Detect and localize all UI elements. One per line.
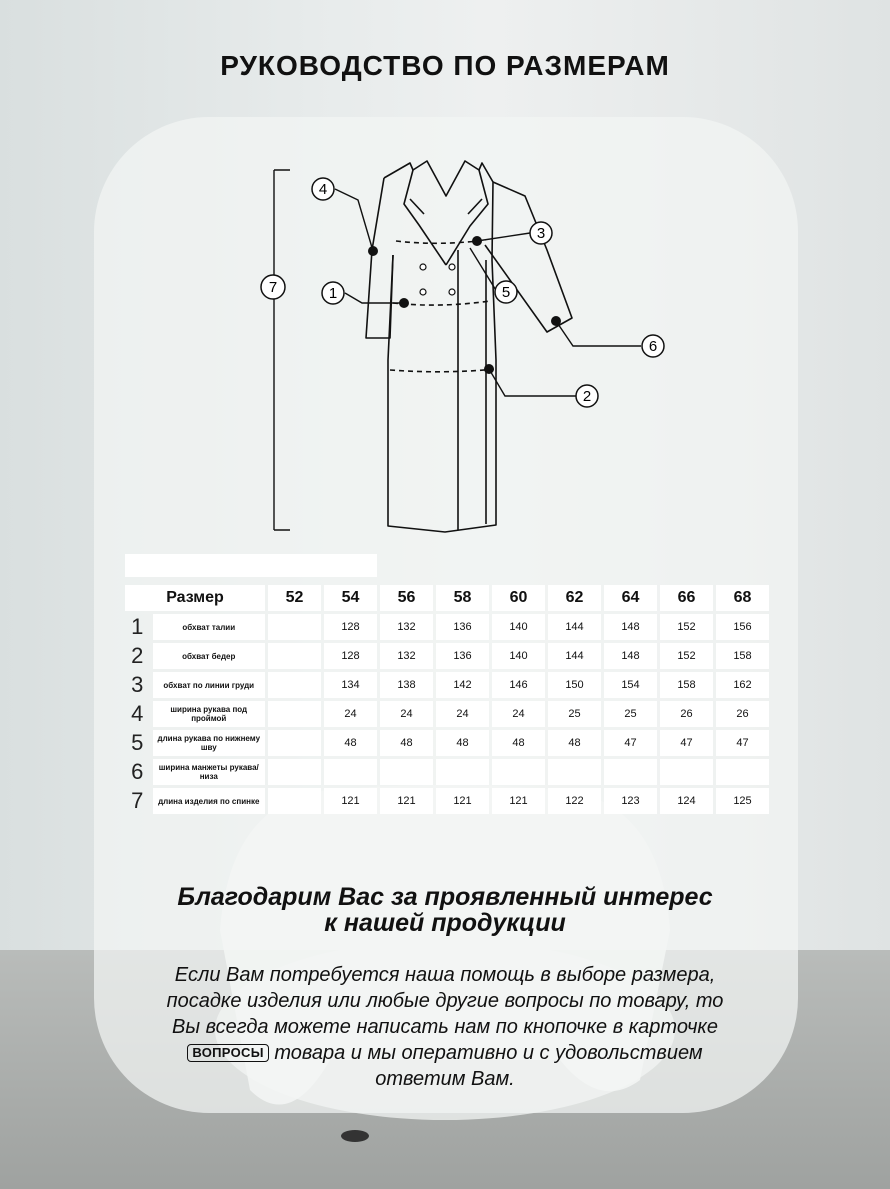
table-row (125, 759, 769, 785)
cell: 48 (436, 730, 489, 756)
cell: 136 (436, 643, 489, 669)
marker-labels (261, 178, 664, 407)
thank-you-line-1: Благодарим Вас за проявленный интерес (177, 883, 713, 911)
table-row (125, 788, 769, 814)
cell: 123 (604, 788, 657, 814)
table-row (125, 643, 769, 669)
measurement-dots (368, 236, 561, 374)
coat-measurement-diagram (0, 0, 890, 560)
cell: 24 (436, 701, 489, 727)
cell: 132 (380, 614, 433, 640)
marker-7 (261, 275, 285, 299)
blank-header-box (125, 554, 377, 577)
cell: 128 (324, 643, 377, 669)
cell (268, 643, 321, 669)
size-col-60: 60 (492, 585, 545, 611)
size-col-66: 66 (660, 585, 713, 611)
svg-text:7: 7 (268, 279, 278, 296)
size-header-label: Размер (125, 585, 265, 611)
cell: 48 (324, 730, 377, 756)
cell: 132 (380, 643, 433, 669)
cell: 144 (548, 614, 601, 640)
cell: 47 (660, 730, 713, 756)
svg-text:3: 3 (536, 225, 546, 242)
table-row (125, 614, 769, 640)
cell (268, 788, 321, 814)
cell (268, 701, 321, 727)
cell: 158 (660, 672, 713, 698)
cell (436, 759, 489, 785)
row-label: обхват талии (153, 614, 265, 640)
cell (492, 759, 545, 785)
cell: 140 (492, 643, 545, 669)
thank-you-line-2: к нашей продукции (324, 909, 566, 937)
cell: 152 (660, 643, 713, 669)
marker-4 (312, 178, 334, 200)
cell (548, 759, 601, 785)
cell: 121 (492, 788, 545, 814)
page-title: РУКОВОДСТВО ПО РАЗМЕРАМ (220, 50, 670, 81)
cell: 142 (436, 672, 489, 698)
cell: 134 (324, 672, 377, 698)
cell: 25 (548, 701, 601, 727)
size-col-68: 68 (716, 585, 769, 611)
cell: 47 (716, 730, 769, 756)
svg-text:6: 6 (648, 338, 658, 355)
cell: 140 (492, 614, 545, 640)
cell (660, 759, 713, 785)
cell: 136 (436, 614, 489, 640)
cell: 125 (716, 788, 769, 814)
table-row (125, 701, 769, 727)
row-number: 2 (131, 643, 144, 668)
row-label: обхват бедер (153, 643, 265, 669)
cell: 124 (660, 788, 713, 814)
row-label: ширина рукава под проймой (153, 701, 265, 727)
cell (268, 614, 321, 640)
cell (604, 759, 657, 785)
svg-text:4: 4 (318, 181, 328, 198)
cell: 25 (604, 701, 657, 727)
marker-1 (322, 282, 344, 304)
size-table (122, 582, 772, 817)
cell: 148 (604, 614, 657, 640)
cell: 24 (324, 701, 377, 727)
cell: 48 (380, 730, 433, 756)
row-label: обхват по линии груди (153, 672, 265, 698)
cell (380, 759, 433, 785)
cell: 158 (716, 643, 769, 669)
table-row (125, 672, 769, 698)
thank-you-heading (0, 884, 890, 936)
cell: 26 (660, 701, 713, 727)
help-text-part-2: товара и мы оперативно и с удовольствием ответим Вам. (274, 1042, 703, 1090)
coat-outline (366, 161, 572, 532)
size-col-52: 52 (268, 585, 321, 611)
svg-text:1: 1 (328, 285, 338, 302)
cell: 122 (548, 788, 601, 814)
size-col-64: 64 (604, 585, 657, 611)
cell: 154 (604, 672, 657, 698)
help-paragraph (150, 962, 740, 1092)
size-col-62: 62 (548, 585, 601, 611)
cell (324, 759, 377, 785)
row-number: 6 (131, 759, 144, 784)
cell: 146 (492, 672, 545, 698)
svg-text:2: 2 (582, 388, 592, 405)
row-label: длина изделия по спинке (153, 788, 265, 814)
cell: 48 (492, 730, 545, 756)
size-col-58: 58 (436, 585, 489, 611)
questions-button-graphic: ВОПРОСЫ (187, 1044, 268, 1062)
marker-6 (642, 335, 664, 357)
row-number: 3 (131, 672, 144, 697)
cell: 121 (380, 788, 433, 814)
row-label: длина рукава по нижнему шву (153, 730, 265, 756)
row-label: ширина манжеты рукава/низа (153, 759, 265, 785)
size-col-54: 54 (324, 585, 377, 611)
cell: 138 (380, 672, 433, 698)
cell: 128 (324, 614, 377, 640)
cell: 156 (716, 614, 769, 640)
cell: 152 (660, 614, 713, 640)
cell: 24 (380, 701, 433, 727)
cell: 148 (604, 643, 657, 669)
help-text-part-1: Если Вам потребуется наша помощь в выборе размера, посадке изделия или любые другие вопросы по товару, то Вы всегда можете написать нам по кнопочке в карточке (166, 964, 724, 1038)
row-number: 7 (131, 788, 144, 813)
cell (268, 672, 321, 698)
size-header-row (125, 585, 769, 611)
cell: 121 (436, 788, 489, 814)
cell: 121 (324, 788, 377, 814)
cell: 26 (716, 701, 769, 727)
svg-text:5: 5 (501, 284, 511, 301)
row-number: 1 (131, 614, 144, 639)
coat-buttons (420, 264, 455, 295)
row-number: 5 (131, 730, 144, 755)
cell (716, 759, 769, 785)
size-col-56: 56 (380, 585, 433, 611)
table-row (125, 730, 769, 756)
cell: 144 (548, 643, 601, 669)
cell: 162 (716, 672, 769, 698)
cell: 47 (604, 730, 657, 756)
marker-2 (576, 385, 598, 407)
cell: 150 (548, 672, 601, 698)
row-number: 4 (131, 701, 144, 726)
cell (268, 730, 321, 756)
cell (268, 759, 321, 785)
cell: 24 (492, 701, 545, 727)
marker-5 (495, 281, 517, 303)
cell: 48 (548, 730, 601, 756)
marker-3 (530, 222, 552, 244)
